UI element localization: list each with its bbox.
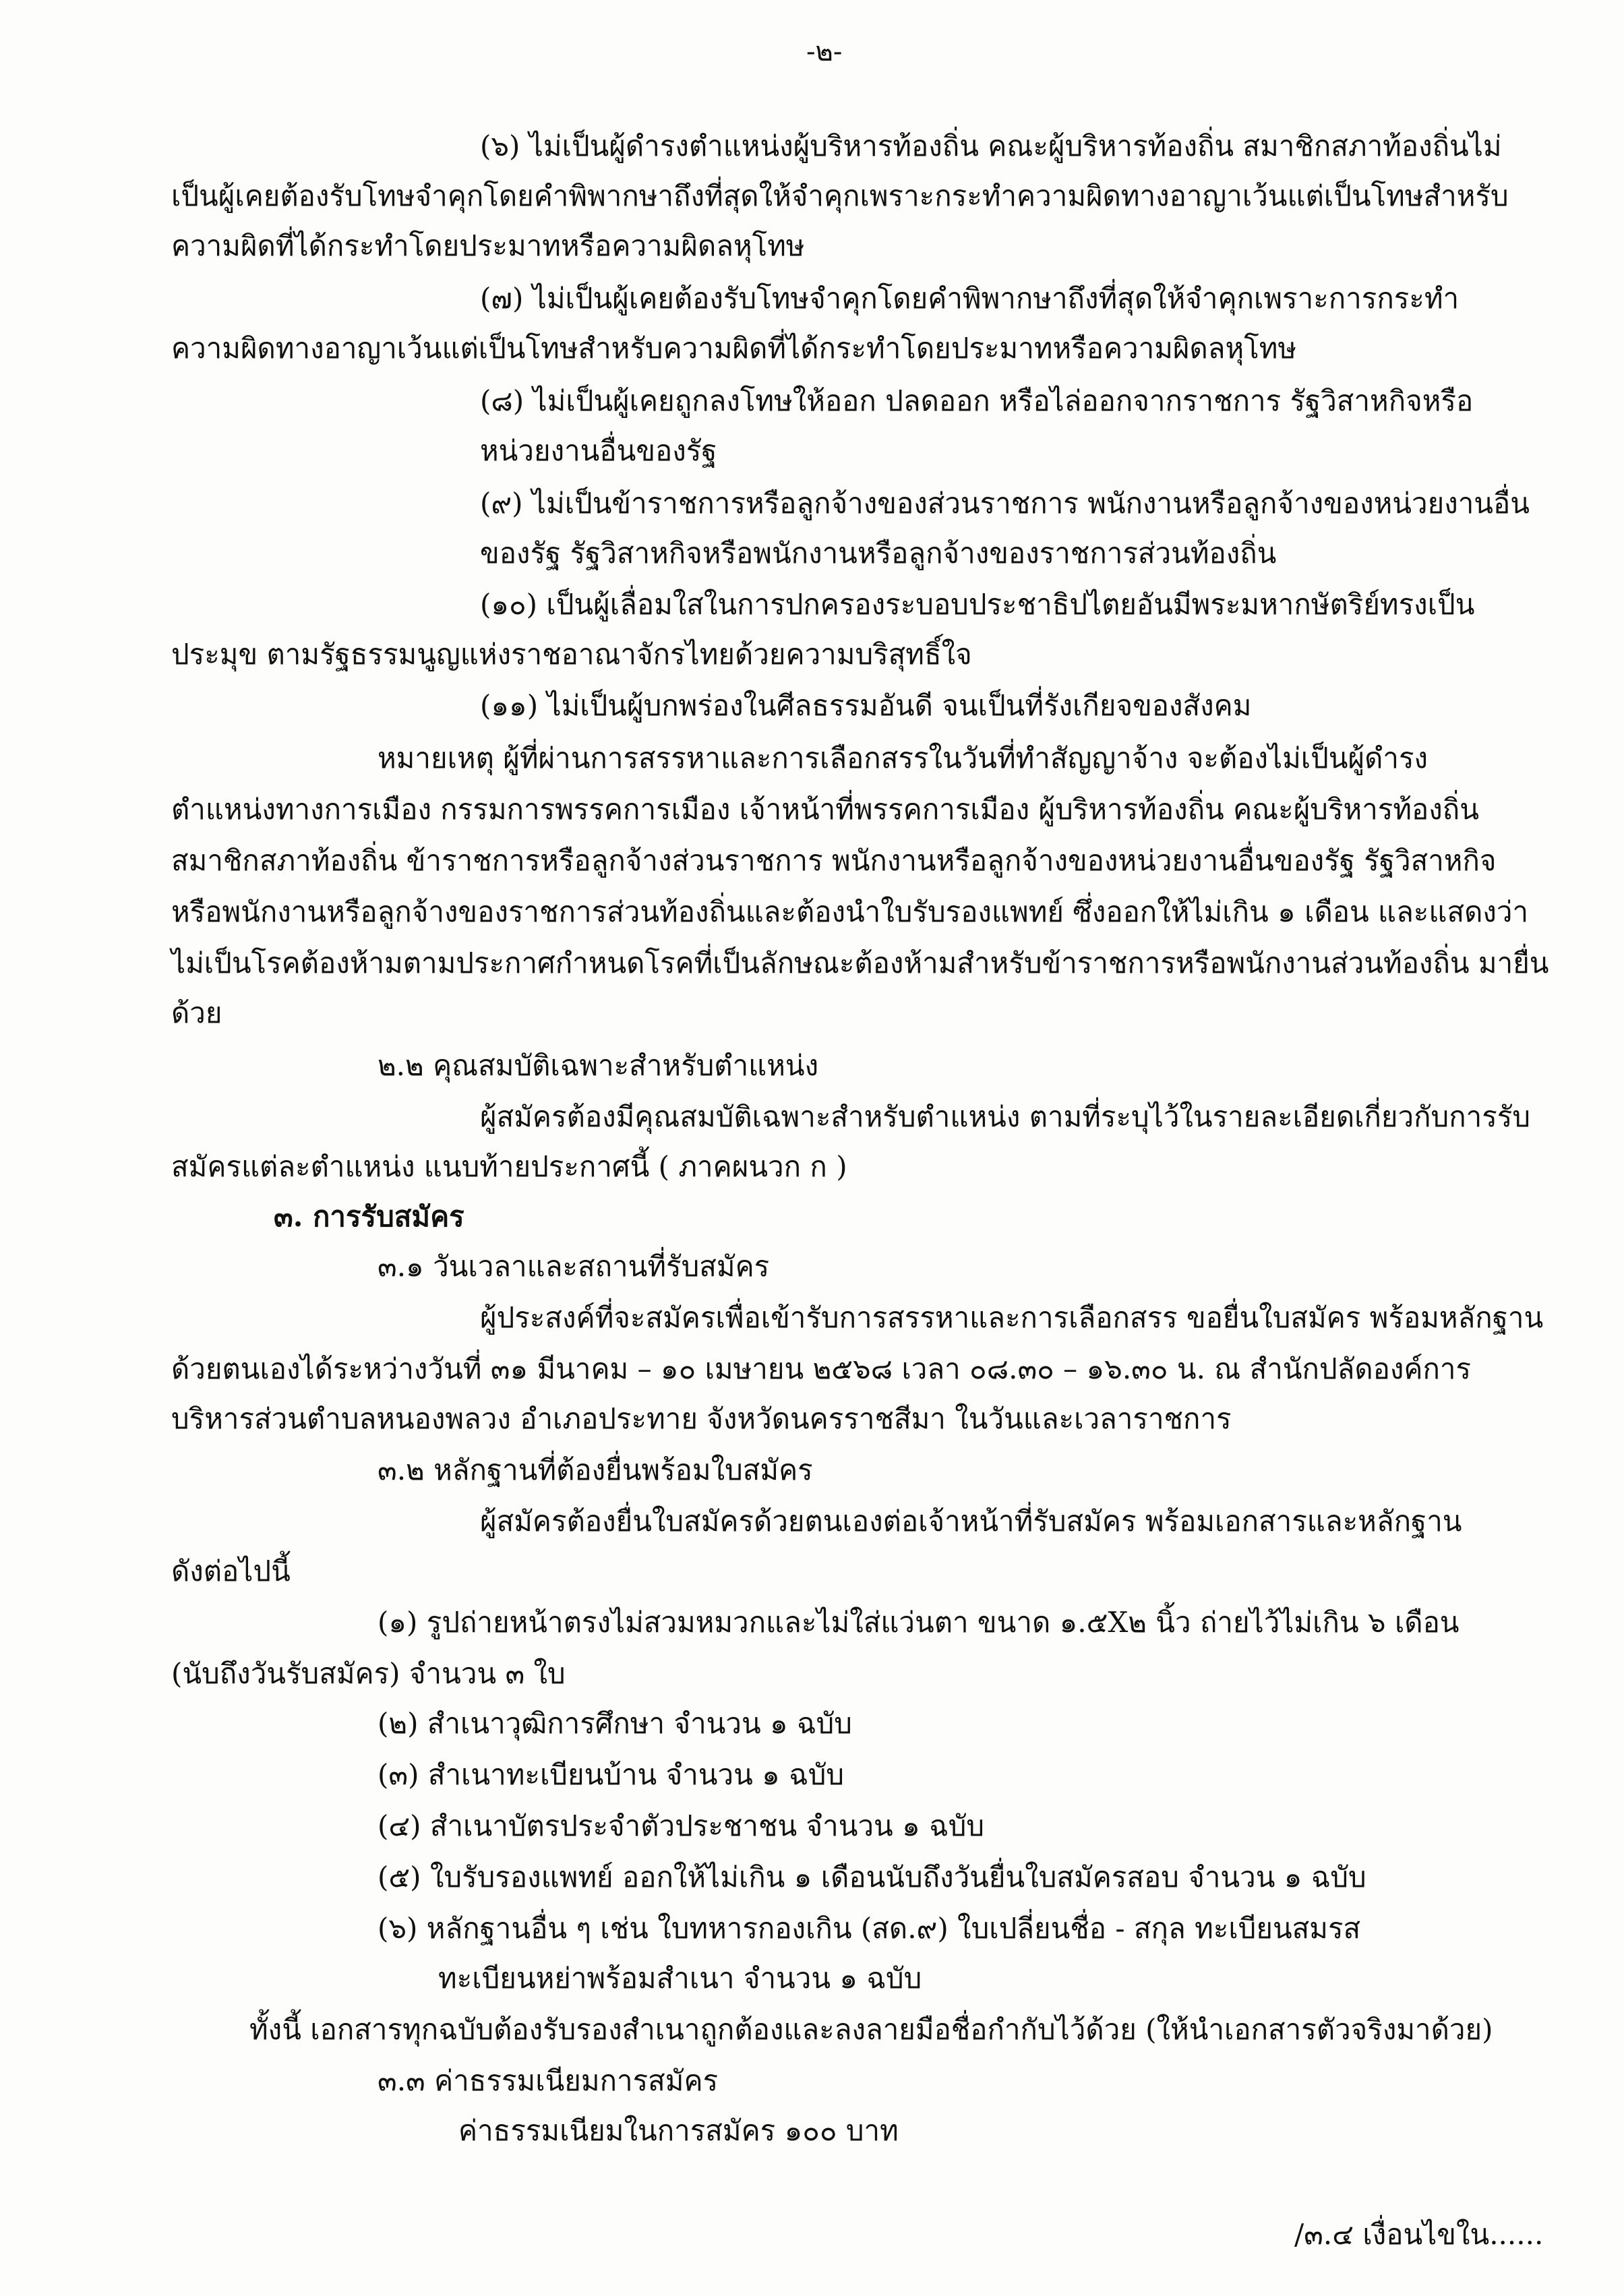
doc-2: (๒) สำเนาวุฒิการศึกษา จำนวน ๑ ฉบับ [378, 1707, 852, 1740]
doc-1-line-1: (๑) รูปถ่ายหน้าตรงไม่สวมหมวกและไม่ใส่แว่นตา ขนาด ๑.๕X๒ นิ้ว ถ่ายไว้ไม่เกิน ๖ เดือน [378, 1606, 1460, 1639]
item-6-line-2: เป็นผู้เคยต้องรับโทษจำคุกโดยคำพิพากษาถึงที่สุดให้จำคุกเพราะกระทำความผิดทางอาญาเว้นแต่เป็นโทษสำหรับ [171, 179, 1509, 212]
section-3-1-heading: ๓.๑ วันเวลาและสถานที่รับสมัคร [378, 1250, 770, 1283]
item-7-line-2: ความผิดทางอาญาเว้นแต่เป็นโทษสำหรับความผิดที่ได้กระทำโดยประมาทหรือความผิดลหุโทษ [171, 332, 1297, 365]
certify-note: ทั้งนี้ เอกสารทุกฉบับต้องรับรองสำเนาถูกต้องและลงลายมือชื่อกำกับไว้ด้วย (ให้นำเอกสารตัวจริงมาด้วย) [249, 2013, 1493, 2046]
note-line-1: หมายเหตุ ผู้ที่ผ่านการสรรหาและการเลือกสรรในวันที่ทำสัญญาจ้าง จะต้องไม่เป็นผู้ดำรง [378, 742, 1428, 775]
section-3-heading: ๓. การรับสมัคร [274, 1200, 464, 1233]
item-10-line-2: ประมุข ตามรัฐธรรมนูญแห่งราชอาณาจักรไทยด้วยความบริสุทธิ์ใจ [171, 638, 972, 671]
section-3-2-line-1: ผู้สมัครต้องยื่นใบสมัครด้วยตนเองต่อเจ้าหน้าที่รับสมัคร พร้อมเอกสารและหลักฐาน [480, 1505, 1462, 1538]
note-line-2: ตำแหน่งทางการเมือง กรรมการพรรคการเมือง เจ้าหน้าที่พรรคการเมือง ผู้บริหารท้องถิ่น คณะผู้บริหารท้องถิ่น [171, 793, 1479, 826]
doc-5: (๕) ใบรับรองแพทย์ ออกให้ไม่เกิน ๑ เดือนนับถึงวันยื่นใบสมัครสอบ จำนวน ๑ ฉบับ [378, 1861, 1366, 1894]
section-2-2-heading: ๒.๒ คุณสมบัติเฉพาะสำหรับตำแหน่ง [378, 1049, 819, 1082]
section-3-2-heading: ๓.๒ หลักฐานที่ต้องยื่นพร้อมใบสมัคร [378, 1453, 813, 1486]
note-line-4: หรือพนักงานหรือลูกจ้างของราชการส่วนท้องถิ่นและต้องนำใบรับรองแพทย์ ซึ่งออกให้ไม่เกิน ๑ เดือน และแสดงว่า [171, 895, 1529, 928]
item-10-line-1: (๑๐) เป็นผู้เลื่อมใสในการปกครองระบอบประชาธิปไตยอันมีพระมหากษัตริย์ทรงเป็น [480, 588, 1475, 621]
doc-6-line-1: (๖) หลักฐานอื่น ๆ เช่น ใบทหารกองเกิน (สด.๙) ใบเปลี่ยนชื่อ - สกุล ทะเบียนสมรส [378, 1912, 1361, 1945]
section-2-2-line-1: ผู้สมัครต้องมีคุณสมบัติเฉพาะสำหรับตำแหน่ง ตามที่ระบุไว้ในรายละเอียดเกี่ยวกับการรับ [480, 1100, 1530, 1133]
section-3-1-line-1: ผู้ประสงค์ที่จะสมัครเพื่อเข้ารับการสรรหาและการเลือกสรร ขอยื่นใบสมัคร พร้อมหลักฐาน [480, 1301, 1544, 1334]
item-9-line-2: ของรัฐ รัฐวิสาหกิจหรือพนักงานหรือลูกจ้างของราชการส่วนท้องถิ่น [480, 537, 1277, 570]
page-number: -๒- [806, 36, 843, 67]
note-line-3: สมาชิกสภาท้องถิ่น ข้าราชการหรือลูกจ้างส่วนราชการ พนักงานหรือลูกจ้างของหน่วยงานอื่นของรัฐ รัฐวิสาหกิจ [171, 844, 1497, 877]
section-3-1-line-3: บริหารส่วนตำบลหนองพลวง อำเภอประทาย จังหวัดนครราชสีมา ในวันและเวลาราชการ [171, 1402, 1232, 1435]
item-6-line-1: (๖) ไม่เป็นผู้ดำรงตำแหน่งผู้บริหารท้องถิ่น คณะผู้บริหารท้องถิ่น สมาชิกสภาท้องถิ่นไม่ [480, 129, 1502, 162]
item-9-line-1: (๙) ไม่เป็นข้าราชการหรือลูกจ้างของส่วนราชการ พนักงานหรือลูกจ้างของหน่วยงานอื่น [480, 487, 1530, 520]
note-line-6: ด้วย [171, 996, 222, 1029]
item-11-line-1: (๑๑) ไม่เป็นผู้บกพร่องในศีลธรรมอันดี จนเป็นที่รังเกียจของสังคม [480, 689, 1252, 722]
item-7-line-1: (๗) ไม่เป็นผู้เคยต้องรับโทษจำคุกโดยคำพิพากษาถึงที่สุดให้จำคุกเพราะการกระทำ [480, 282, 1460, 315]
doc-1-line-2: (นับถึงวันรับสมัคร) จำนวน ๓ ใบ [171, 1657, 566, 1690]
doc-3: (๓) สำเนาทะเบียนบ้าน จำนวน ๑ ฉบับ [378, 1758, 845, 1791]
section-3-3-heading: ๓.๓ ค่าธรรมเนียมการสมัคร [378, 2064, 719, 2097]
doc-4: (๔) สำเนาบัตรประจำตัวประชาชน จำนวน ๑ ฉบับ [378, 1809, 985, 1842]
item-8-line-1: (๘) ไม่เป็นผู้เคยถูกลงโทษให้ออก ปลดออก หรือไล่ออกจากราชการ รัฐวิสาหกิจหรือ [480, 384, 1474, 417]
section-3-1-line-2: ด้วยตนเองได้ระหว่างวันที่ ๓๑ มีนาคม – ๑๐ เมษายน ๒๕๖๘ เวลา ๐๘.๓๐ – ๑๖.๓๐ น. ณ สำนักปลัดองค์การ [171, 1352, 1472, 1385]
section-3-3-line-1: ค่าธรรมเนียมในการสมัคร ๑๐๐ บาท [458, 2114, 899, 2147]
section-3-2-line-2: ดังต่อไปนี้ [171, 1554, 291, 1588]
item-6-line-3: ความผิดที่ได้กระทำโดยประมาทหรือความผิดลหุโทษ [171, 229, 805, 262]
section-2-2-line-2: สมัครแต่ละตำแหน่ง แนบท้ายประกาศนี้ ( ภาคผนวก ก ) [171, 1150, 847, 1183]
continuation-footer: /๓.๔ เงื่อนไขใน...... [1294, 2218, 1544, 2251]
item-8-line-2: หน่วยงานอื่นของรัฐ [480, 434, 717, 467]
note-line-5: ไม่เป็นโรคต้องห้ามตามประกาศกำหนดโรคที่เป็นลักษณะต้องห้ามสำหรับข้าราชการหรือพนักงานส่วนท้องถิ่น มายื่น [171, 946, 1549, 979]
doc-6-line-2: ทะเบียนหย่าพร้อมสำเนา จำนวน ๑ ฉบับ [438, 1962, 922, 1995]
